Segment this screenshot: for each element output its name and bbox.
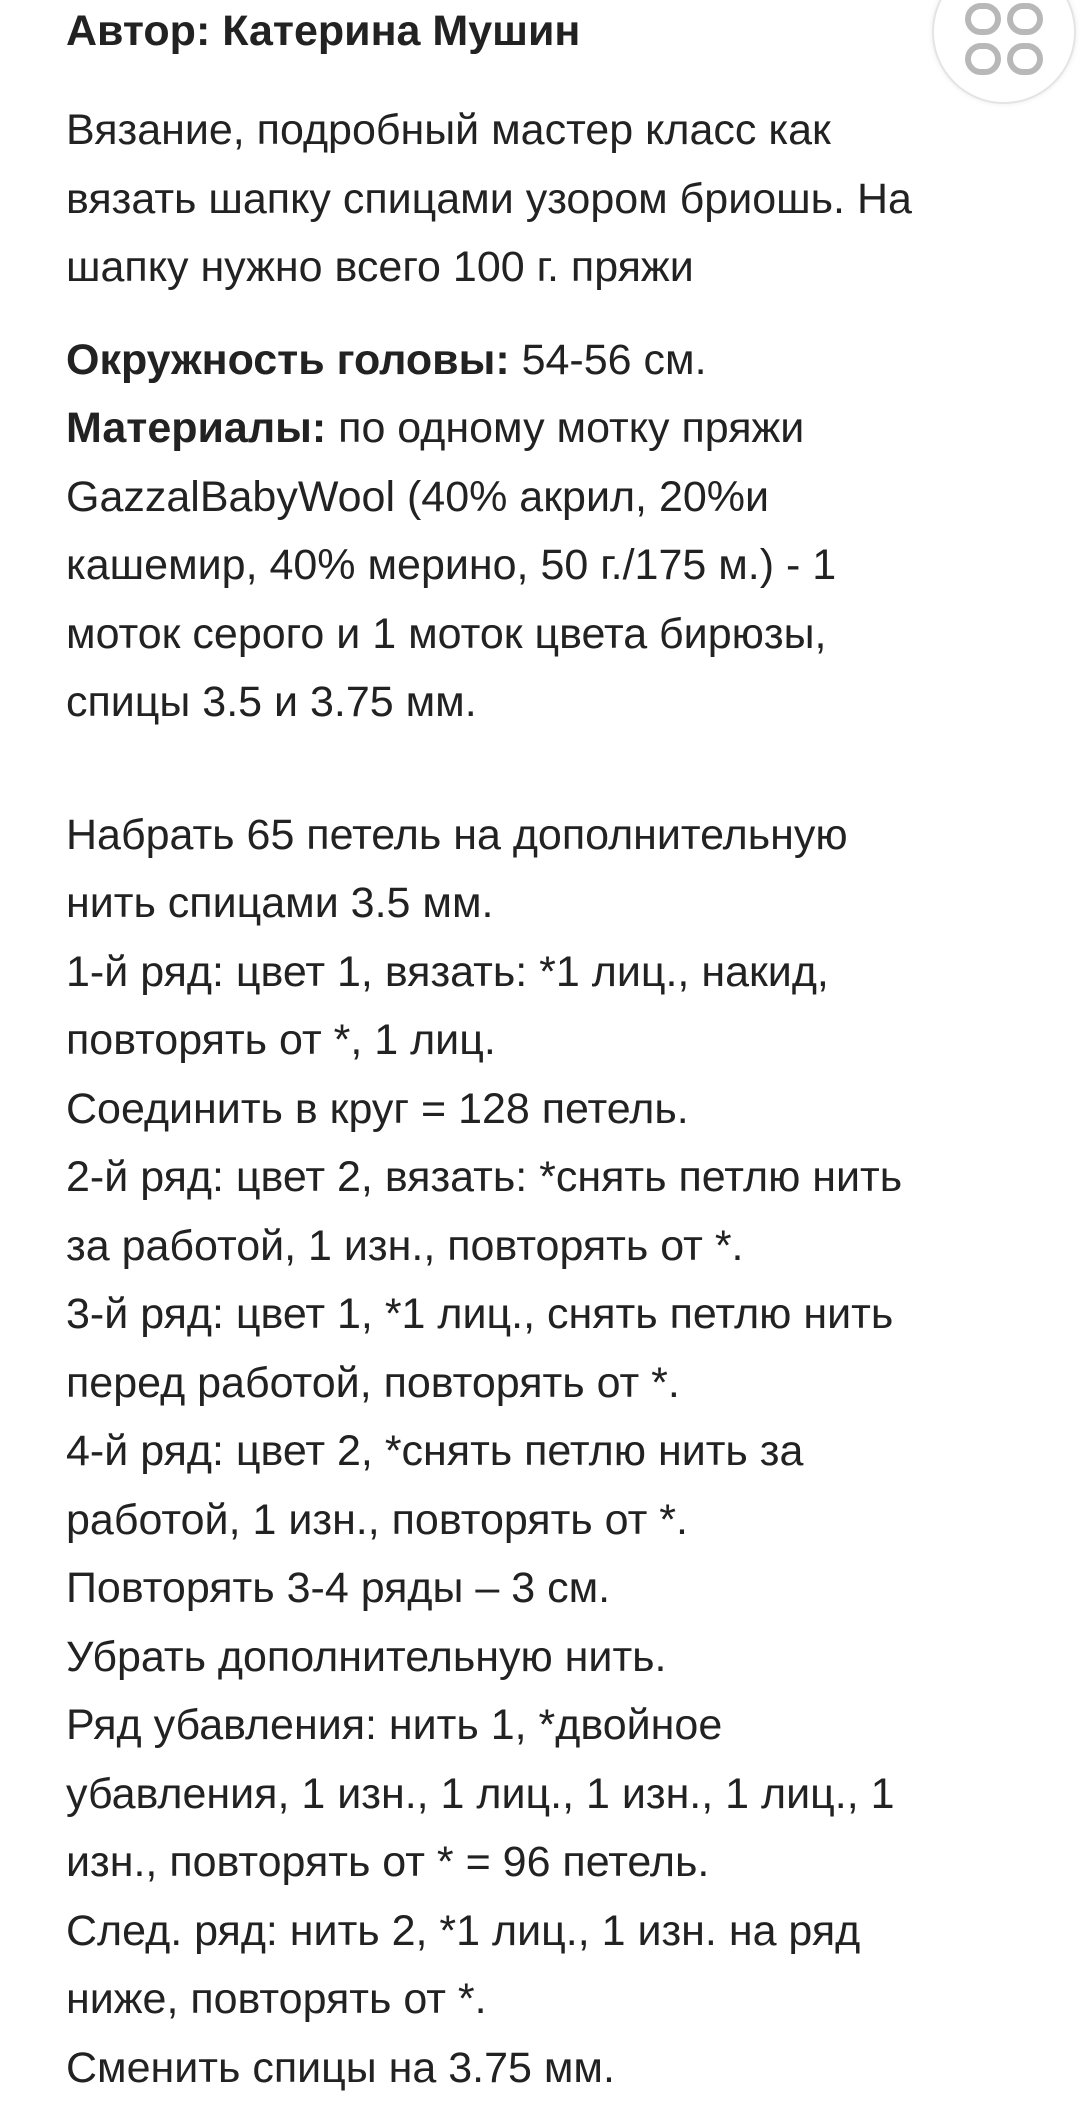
- materials-line: GazzalBabyWool (40% акрил, 20%и: [66, 472, 770, 521]
- materials-label: Материалы:: [66, 404, 327, 452]
- instruction-line: Повторять 3-4 ряды – 3 см.: [66, 1564, 611, 1612]
- instruction-line: работой, 1 изн., повторять от *.: [66, 1495, 688, 1544]
- specs-paragraph: [66, 326, 1016, 737]
- materials-line: [66, 394, 1016, 463]
- instruction-line: нить спицами 3.5 мм.: [66, 879, 494, 927]
- materials-value: по одному мотку пряжи: [326, 404, 805, 452]
- instruction-line: повторять от *, 1 лиц.: [66, 1016, 496, 1064]
- intro-line: шапку нужно всего 100 г. пряжи: [66, 243, 694, 291]
- instruction-line: 4-й ряд: цвет 2, *снять петлю нить за: [66, 1427, 804, 1475]
- instruction-line: Набрать 65 петель на дополнительную: [66, 810, 848, 859]
- head-size-label: Окружность головы:: [66, 335, 510, 384]
- intro-paragraph: [66, 96, 1016, 302]
- materials-line: спицы 3.5 и 3.75 мм.: [66, 678, 477, 726]
- instruction-line: Сменить спицы на 3.75 мм.: [66, 2043, 615, 2092]
- instruction-line: Убрать дополнительную нить.: [66, 1632, 667, 1681]
- intro-line: Вязание, подробный мастер класс как: [66, 106, 831, 154]
- author-heading: Автор: Катерина Мушин: [66, 7, 581, 55]
- instruction-line: изн., повторять от * = 96 петель.: [66, 1838, 710, 1886]
- instruction-line: ниже, повторять от *.: [66, 1975, 487, 2023]
- materials-line: моток серого и 1 моток цвета бирюзы,: [66, 609, 827, 658]
- instruction-line: Соединить в круг = 128 петель.: [66, 1084, 689, 1133]
- instruction-line: убавления, 1 изн., 1 лиц., 1 изн., 1 лиц., 1: [66, 1769, 895, 1818]
- instruction-line: перед работой, повторять от *.: [66, 1358, 680, 1407]
- instructions-paragraph: [66, 801, 1016, 2103]
- head-size-value: 54-56 см.: [509, 335, 707, 384]
- head-size-line: [66, 326, 1016, 395]
- instruction-line: 1-й ряд: цвет 1, вязать: *1 лиц., накид,: [66, 947, 829, 996]
- article: [66, 0, 1016, 2102]
- grid-menu-icon: [962, 2, 1046, 86]
- instruction-line: 3-й ряд: цвет 1, *1 лиц., снять петлю нить: [66, 1290, 894, 1338]
- instruction-line: Ряд убавления: нить 1, *двойное: [66, 1701, 723, 1749]
- instruction-line: 2-й ряд: цвет 2, вязать: *снять петлю нить: [66, 1153, 903, 1201]
- instruction-line: за работой, 1 изн., повторять от *.: [66, 1221, 744, 1270]
- materials-line: кашемир, 40% мерино, 50 г./175 м.) - 1: [66, 541, 837, 589]
- intro-line: вязать шапку спицами узором бриошь. На: [66, 174, 912, 223]
- instruction-line: След. ряд: нить 2, *1 лиц., 1 изн. на ряд: [66, 1906, 861, 1955]
